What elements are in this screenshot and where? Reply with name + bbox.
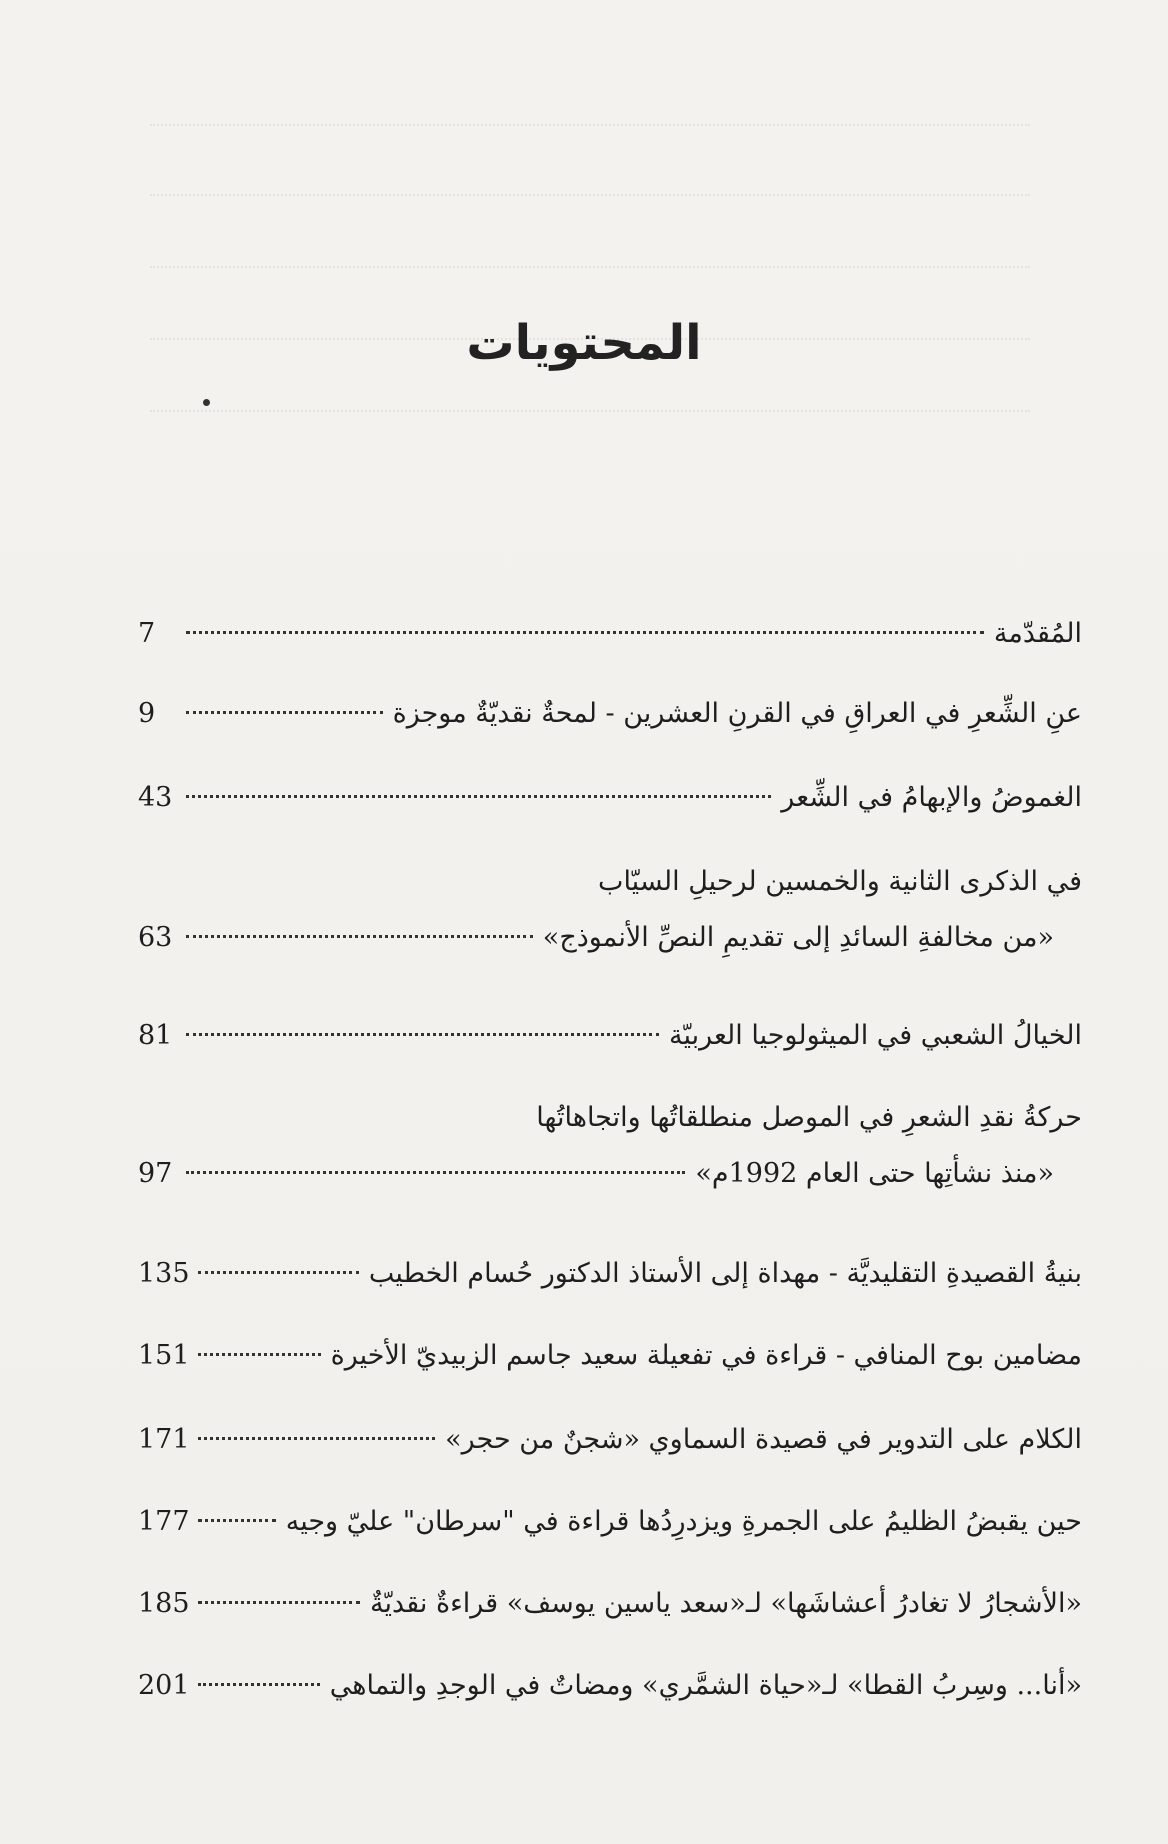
dot-leader: [198, 1683, 320, 1686]
toc-entry-title: الغموضُ والإبهامُ في الشِّعر: [781, 782, 1082, 813]
toc-entry[interactable]: [138, 1664, 1082, 1708]
dot-leader: [186, 1171, 685, 1174]
toc-entry-title: مضامين بوح المنافي - قراءة في تفعيلة سعيد جاسم الزبيديّ الأخيرة: [330, 1340, 1082, 1371]
toc-entry[interactable]: [138, 860, 1082, 960]
dot-leader: [186, 795, 771, 798]
dot-leader: [186, 631, 984, 634]
dot-leader: [198, 1519, 276, 1522]
toc-entry[interactable]: [138, 612, 1082, 656]
toc-entry-title: عنِ الشِّعرِ في العراقِ في القرنِ العشرين - لمحةٌ نقديّةٌ موجزة: [392, 698, 1082, 729]
dot-leader: [198, 1353, 321, 1356]
toc-entry[interactable]: [138, 692, 1082, 736]
ink-dot: [203, 399, 210, 406]
toc-entry-title: «أنا... وسِربُ القطا» لـ«حياة الشمَّري» ومضاتٌ في الوجدِ والتماهي: [329, 1670, 1082, 1701]
toc-entry-title: في الذكرى الثانية والخمسين لرحيلِ السيّاب: [598, 866, 1082, 897]
toc-page-number: 7: [138, 618, 156, 649]
dot-leader: [186, 1033, 659, 1036]
toc-entry-title: الكلام على التدوير في قصيدة السماوي «شجنٌ من حجر»: [445, 1424, 1082, 1455]
toc-entry-title: «الأشجارُ لا تغادرُ أعشاشَها» لـ«سعد ياسين يوسف» قراءةٌ نقديّةٌ: [370, 1588, 1082, 1619]
toc-entry-subtitle: «من مخالفةِ السائدِ إلى تقديمِ النصِّ الأنموذج»: [542, 922, 1054, 953]
toc-page-number: 97: [138, 1158, 173, 1189]
bleed-through-line: [150, 160, 1030, 196]
dot-leader: [198, 1601, 361, 1604]
toc-entry-title: بنيةُ القصيدةِ التقليديَّة - مهداة إلى الأستاذ الدكتور حُسام الخطيب: [368, 1258, 1082, 1289]
toc-page-number: 151: [138, 1340, 190, 1371]
toc-page-number: 9: [138, 698, 156, 729]
toc-entry[interactable]: [138, 776, 1082, 820]
toc-entry[interactable]: [138, 1418, 1082, 1462]
toc-entry-subtitle: «منذ نشأتِها حتى العام 1992م»: [695, 1158, 1054, 1189]
toc-page-number: 185: [138, 1588, 190, 1619]
bleed-through-line: [150, 232, 1030, 268]
toc-entry[interactable]: [138, 1582, 1082, 1626]
page-title: المحتويات: [466, 315, 702, 371]
toc-entry[interactable]: [138, 1334, 1082, 1378]
toc-entry[interactable]: [138, 1096, 1082, 1196]
toc-entry[interactable]: [138, 1014, 1082, 1058]
bleed-through-line: [150, 90, 1030, 126]
toc-page-number: 171: [138, 1424, 190, 1455]
toc-entry-title: حين يقبضُ الظليمُ على الجمرةِ ويزدرِدُها قراءة في "سرطان" عليّ وجيه: [285, 1506, 1082, 1537]
bleed-through-line: [150, 376, 1030, 412]
dot-leader: [198, 1271, 359, 1274]
toc-page-number: 177: [138, 1506, 190, 1537]
toc-page-number: 43: [138, 782, 173, 813]
toc-page-number: 81: [138, 1020, 173, 1051]
toc-entry[interactable]: [138, 1500, 1082, 1544]
toc-page-number: 135: [138, 1258, 190, 1289]
toc-page-number: 201: [138, 1670, 190, 1701]
dot-leader: [198, 1437, 436, 1440]
toc-entry-title: المُقدّمة: [993, 618, 1082, 649]
toc-page-number: 63: [138, 922, 173, 953]
toc-entry[interactable]: [138, 1252, 1082, 1296]
toc-entry-title: الخيالُ الشعبي في الميثولوجيا العربيّة: [669, 1020, 1082, 1051]
dot-leader: [186, 711, 383, 714]
dot-leader: [186, 935, 533, 938]
toc-entry-title: حركةُ نقدِ الشعرِ في الموصل منطلقاتُها واتجاهاتُها: [536, 1102, 1082, 1133]
